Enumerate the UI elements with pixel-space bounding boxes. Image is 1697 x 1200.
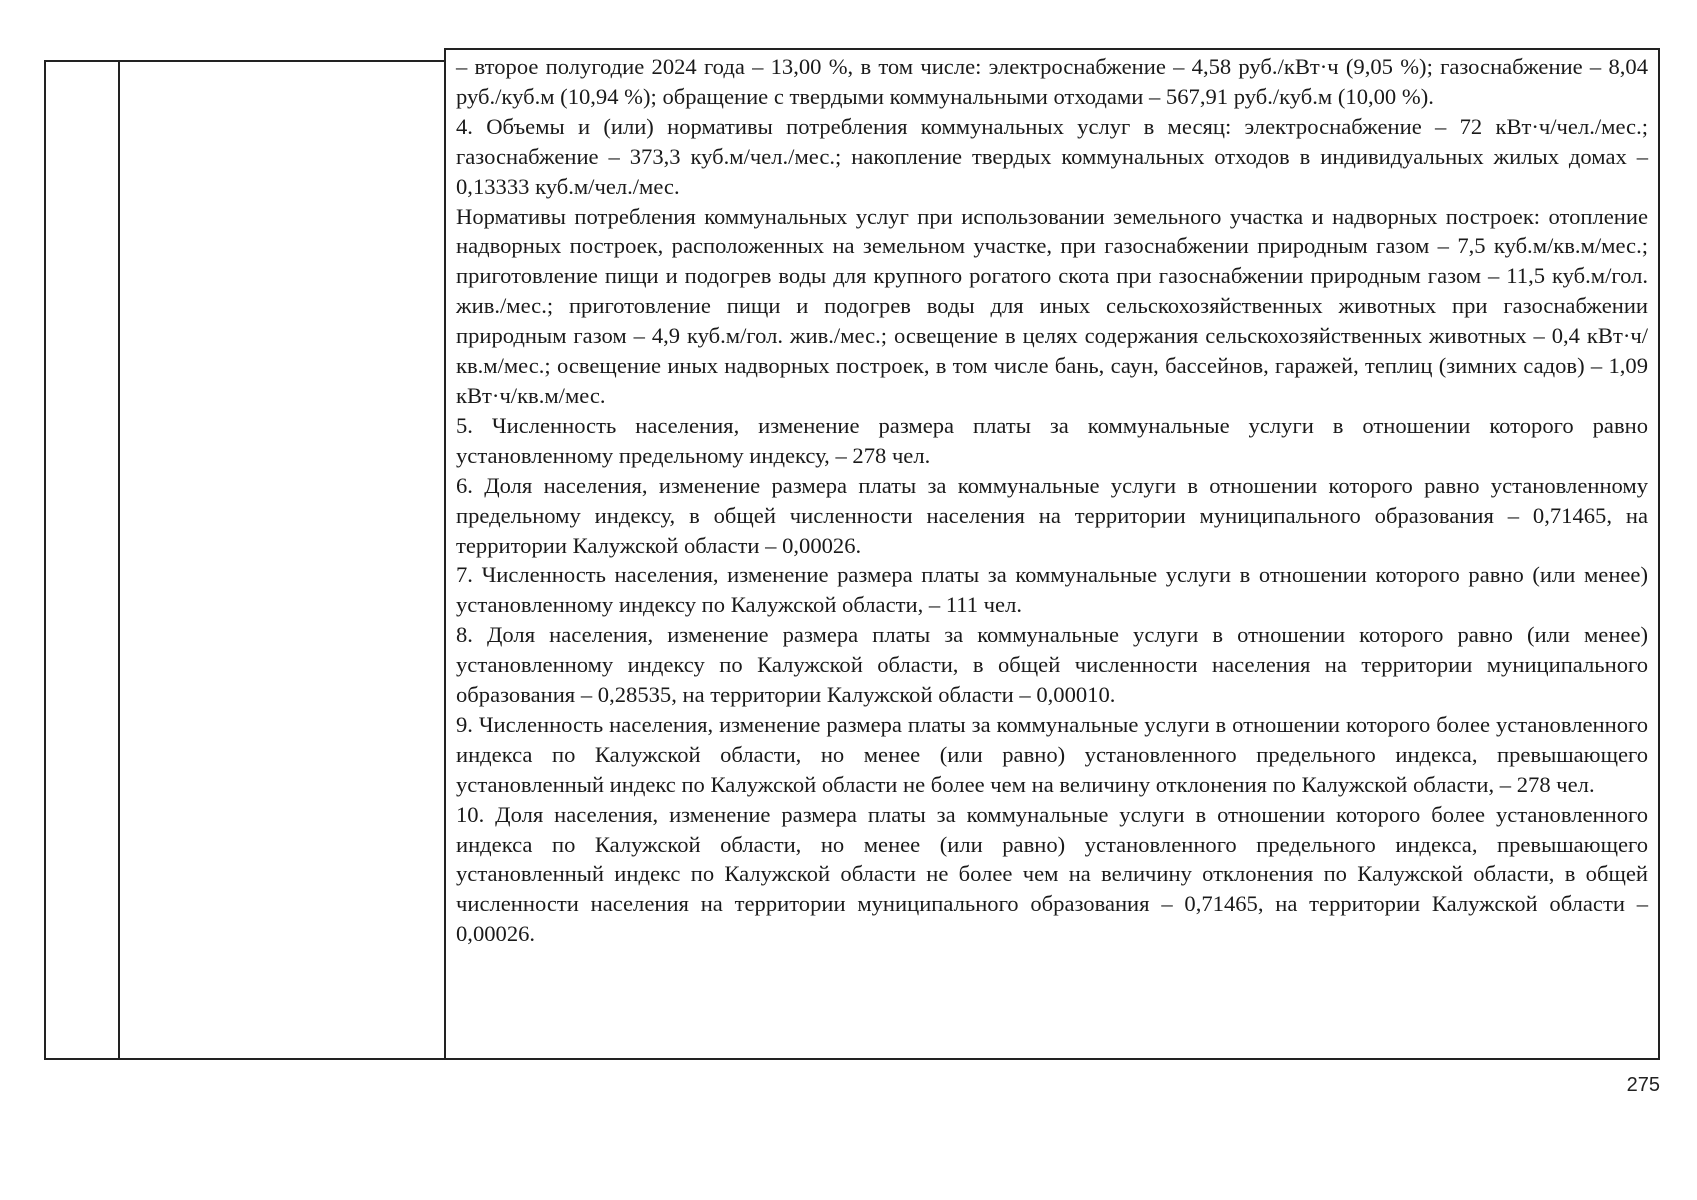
paragraph-land-norms: Нормативы потребления коммунальных услуг при использовании земельного участка и надворных построек: отопление надворных построек, расположенных на земельном участке, при газоснабжении природным газом – 7,5 куб.м/кв.м/мес.; приготовление пищи и подогрев воды для крупного рогатого скота при газоснабжении природным газом – 11,5 куб.м/гол. жив./мес.; приготовление пищи и подогрев воды для иных сельскохозяйственных животных при газоснабжении природным газом – 4,9 куб.м/гол. жив./мес.; освещение в целях содержания сельскохозяйственных животных – 0,4 кВт·ч/кв.м/мес.; освещение иных надворных построек, в том числе бань, саун, бассейнов, гаражей, теплиц (зимних садов) – 1,09 кВт·ч/кв.м/мес. [456, 203, 1648, 408]
paragraph-item-4: 4. Объемы и (или) нормативы потребления коммунальных услуг в месяц: электроснабжение – 72 кВт·ч/чел./мес.; газоснабжение – 373,3 куб.м/чел./мес.; накопление твердых коммунальных отходов в индивидуальных жилых домах – 0,13333 куб.м/чел./мес. [456, 113, 1648, 199]
table-cell-number [44, 60, 118, 1060]
paragraph-item-5: 5. Численность населения, изменение размера платы за коммунальные услуги в отношении которого равно установленному предельному индексу, – 278 чел. [456, 412, 1648, 468]
table-cell-content [444, 48, 1660, 1060]
paragraph-item-7: 7. Численность населения, изменение размера платы за коммунальные услуги в отношении которого равно (или менее) установленному индексу по Калужской области, – 111 чел. [456, 562, 1648, 618]
table-cell-name [118, 60, 444, 1060]
paragraph-second-half-2024: – второе полугодие 2024 года – 13,00 %, в том числе: электроснабжение – 4,58 руб./кВт·ч (9,05 %); газоснабжение – 8,04 руб./куб.м (10,94 %); обращение с твердыми коммунальными отходами – 567,91 руб./куб.м (10,00 %). [456, 54, 1648, 109]
paragraph-item-10: 10. Доля населения, изменение размера платы за коммунальные услуги в отношении которого более установленного индекса по Калужской области, но менее (или равно) установленного предельного индекса, превышающего установленный индекс по Калужской области не более чем на величину отклонения по Калужской области, в общей численности населения на территории муниципального образования – 0,71465, на территории Калужской области – 0,00026. [456, 801, 1648, 947]
page-number: 275 [1626, 1074, 1660, 1096]
paragraph-item-9: 9. Численность населения, изменение размера платы за коммунальные услуги в отношении которого более установленного индекса по Калужской области, но менее (или равно) установленного предельного индекса, превышающего установленный индекс по Калужской области не более чем на величину отклонения по Калужской области, – 278 чел. [456, 711, 1648, 797]
paragraph-item-8: 8. Доля населения, изменение размера платы за коммунальные услуги в отношении которого равно (или менее) установленному индексу по Калужской области, в общей численности населения на территории муниципального образования – 0,28535, на территории Калужской области – 0,00010. [456, 622, 1648, 708]
document-table [44, 54, 1660, 1060]
paragraph-item-6: 6. Доля населения, изменение размера платы за коммунальные услуги в отношении которого равно установленному предельному индексу, в общей численности населения на территории муниципального образования – 0,71465, на территории Калужской области – 0,00026. [456, 472, 1648, 558]
